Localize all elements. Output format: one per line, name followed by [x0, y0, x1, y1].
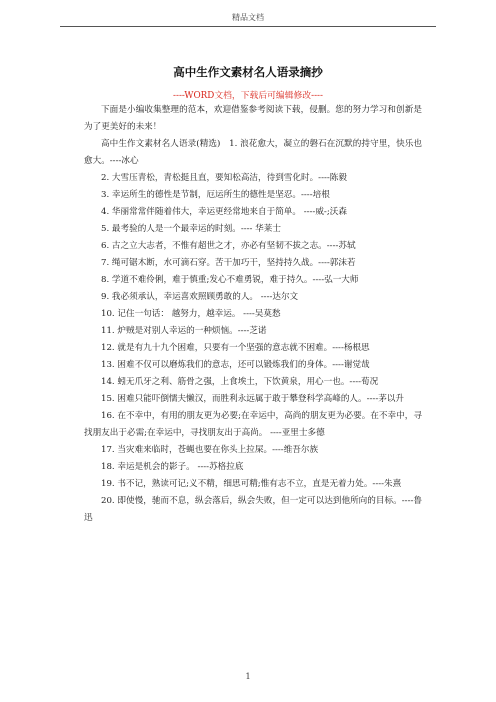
quote-paragraph: 15. 困难只能吓倒懦夫懒汉，而胜利永远属于敢于攀登科学高峰的人。----茅以升: [101, 394, 405, 404]
quote-paragraph: 2. 大雪压青松，青松挺且直，要知松高洁，待到雪化时。----陈毅: [101, 173, 347, 183]
quote-paragraph: 7. 绳可锯木断，水可滴石穿。苦干加巧干，坚持持久战。----郭沫若: [101, 258, 356, 268]
quote-paragraph: 19. 书不记，熟读可记;义不精，细思可精;惟有志不立，直是无着力处。----朱熹: [101, 479, 402, 489]
intro-paragraph: 下面是小编收集整理的范本，欢迎借鉴参考阅读下载，侵删。您的努力学习和创新是为了更美好的未来！: [84, 105, 422, 132]
header-divider: [60, 26, 436, 27]
page-number: 1: [245, 672, 251, 681]
quote-paragraph: 16. 在不幸中，有用的朋友更为必要;在幸运中，高尚的朋友更为必要。在不幸中，寻找朋友出于必需;在幸运中，寻找朋友出于高尚。 ----亚里士多德: [84, 411, 422, 438]
quote-paragraph: 6. 古之立大志者，不惟有超世之才，亦必有坚韧不拔之志。----苏轼: [101, 241, 356, 251]
quote-paragraph: 3. 幸运所生的德性是节制，厄运所生的德性是坚忍。----培根: [101, 190, 330, 200]
quote-paragraph: 4. 华丽常常伴随着伟大，幸运更经常地来自于简单。 ----威-;沃森: [101, 207, 347, 217]
quote-paragraph: 12. 就是有九十九个困难，只要有一个坚强的意志就不困难。----杨根思: [101, 343, 370, 353]
page-header: 精品文档: [232, 13, 264, 22]
quote-paragraph: 11. 炉贼是对别人幸运的一种烦恼。----芝诺: [101, 326, 267, 336]
quote-paragraph: 14. 蚓无爪牙之利、筋骨之强，上食埃土，下饮黄泉，用心一也。----荀况: [101, 377, 379, 387]
quote-paragraph: 高中生作文素材名人语录(精选) 1. 浪花愈大，凝立的磐石在沉默的持守里，快乐也愈大。----冰心: [84, 139, 422, 166]
quote-paragraph: 18. 幸运是机会的影子。 ----苏格拉底: [101, 462, 244, 472]
quote-paragraph: 17. 当灾难来临时，苍蝇也要在你头上拉屎。----维吾尔族: [101, 445, 319, 455]
document-body: [84, 102, 422, 527]
quote-paragraph: 5. 最考验的人是一个最幸运的时刻。---- 华莱士: [101, 224, 281, 234]
quote-paragraph: 20. 即使慢，驰而不息，纵会落后，纵会失败，但一定可以达到他所向的目标。----鲁迅: [84, 496, 422, 523]
quote-paragraph: 8. 学道不难伶俐，难于慎重;发心不难勇锐，难于持久。----弘一大师: [101, 275, 359, 285]
document-title: 高中生作文素材名人语录摘抄: [173, 65, 323, 79]
document-subtitle: ----WORD文档，下载后可编辑修改----: [173, 91, 323, 101]
quote-paragraph: 9. 我必须承认，幸运喜欢照顾勇敢的人。 ----达尔文: [101, 292, 299, 302]
quote-paragraph: 13. 困难不仅可以磨炼我们的意志，还可以锻炼我们的身体。----谢觉哉: [101, 360, 370, 370]
quote-paragraph: 10. 记住一句话： 越努力，越幸运。 ----吴莫愁: [101, 309, 281, 319]
